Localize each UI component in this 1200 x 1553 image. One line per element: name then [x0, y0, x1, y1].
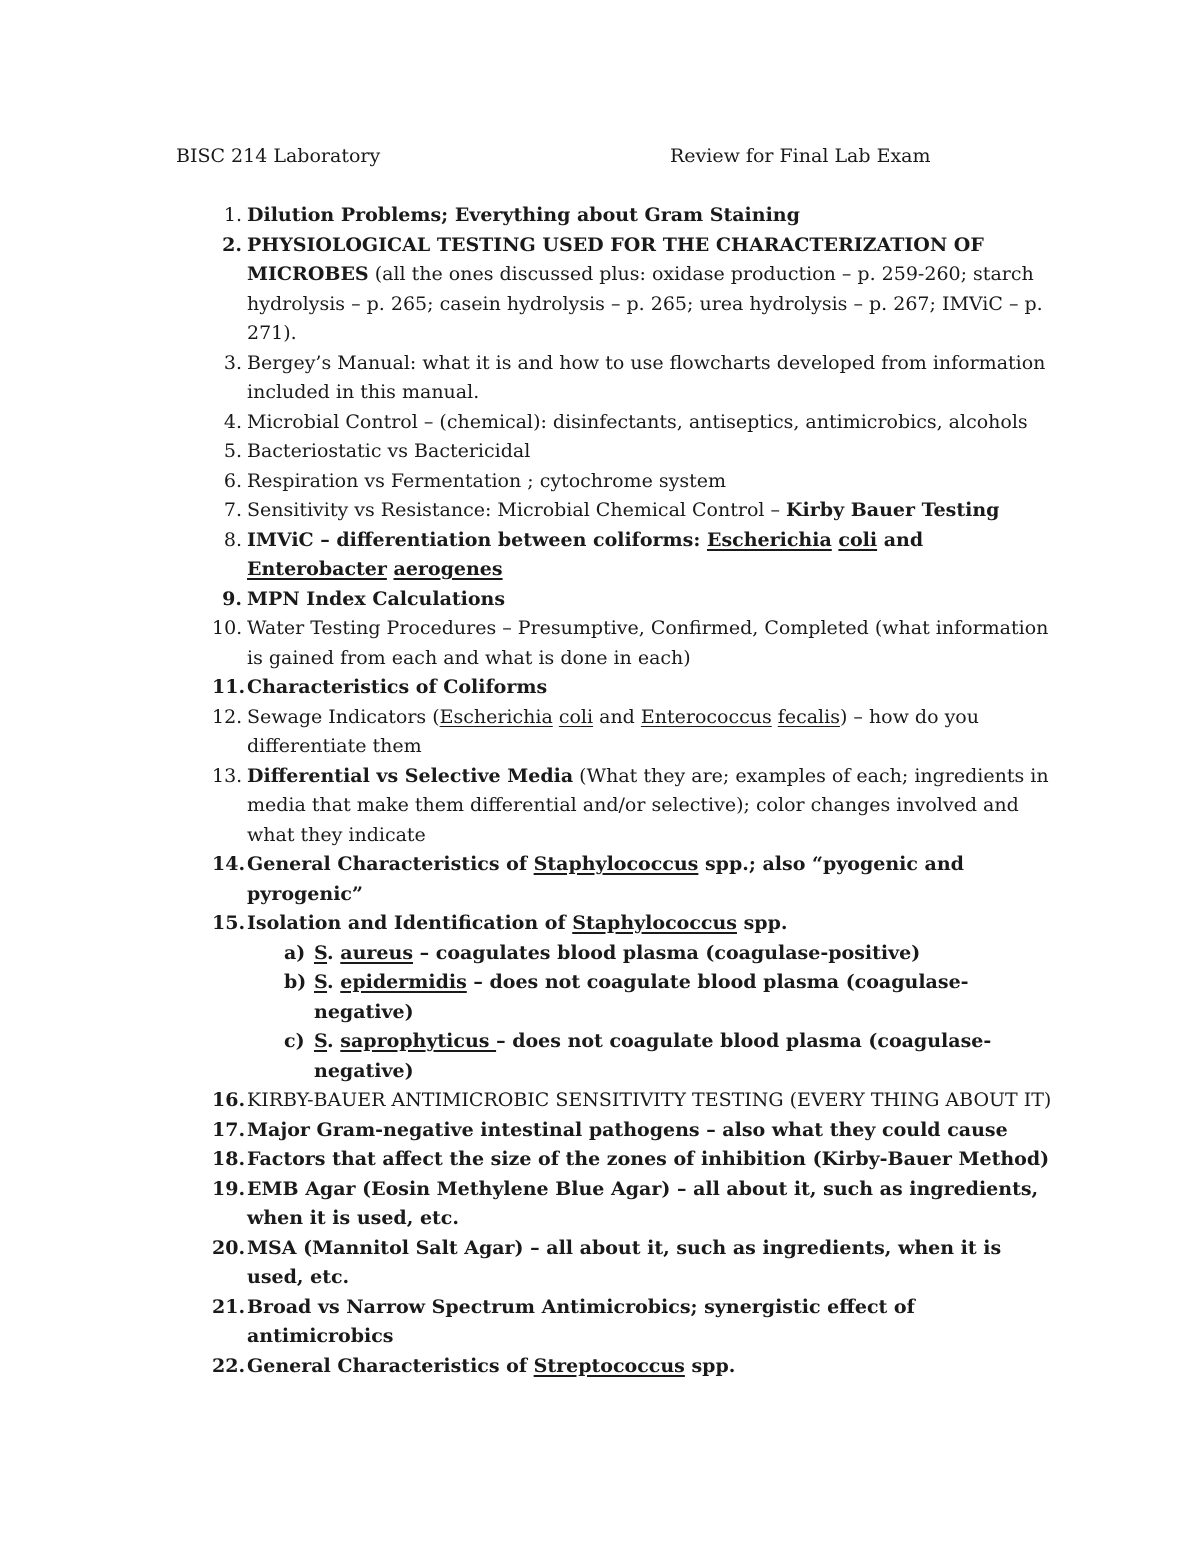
list-item: 20. MSA (Mannitol Salt Agar) – all about it, such as ingredients, when it is used, etc.: [176, 1234, 1056, 1293]
item-number: 12.: [212, 705, 243, 728]
item-number: 3.: [223, 351, 242, 374]
item-number: 15.: [212, 912, 246, 934]
list-item: 17. Major Gram-negative intestinal pathogens – also what they could cause: [176, 1116, 1056, 1146]
item-number: 13.: [212, 764, 243, 787]
list-item: 11. Characteristics of Coliforms: [176, 673, 1056, 703]
list-item: 12. Sewage Indicators (Escherichia coli and Enterococcus fecalis) – how do you differentiate them: [176, 703, 1056, 762]
list-item: 13. Differential vs Selective Media (What they are; examples of each; ingredients in media that make them differential and/or selective); color changes involved and what they indicate: [176, 762, 1056, 851]
sub-list-item: a) S. aureus – coagulates blood plasma (coagulase-positive): [176, 939, 1056, 969]
sub-item-letter: c): [284, 1030, 305, 1052]
list-item: 22. General Characteristics of Streptococcus spp.: [176, 1352, 1056, 1382]
item-number: 18.: [212, 1148, 246, 1170]
item-number: 11.: [212, 676, 246, 698]
list-item: 21. Broad vs Narrow Spectrum Antimicrobics; synergistic effect of antimicrobics: [176, 1293, 1056, 1352]
sub-item-letter: a): [284, 941, 306, 964]
item-number: 8.: [223, 528, 242, 551]
item-number: 21.: [212, 1295, 246, 1318]
list-item: 3. Bergey’s Manual: what it is and how to use flowcharts developed from information included in this manual.: [176, 349, 1056, 408]
item-number: 16.: [212, 1089, 246, 1111]
list-item: 18. Factors that affect the size of the zones of inhibition (Kirby-Bauer Method): [176, 1145, 1056, 1175]
list-item: 8. IMViC – differentiation between coliforms: Escherichia coli and Enterobacter aerogenes: [176, 526, 1056, 585]
sub-item-letter: b): [284, 971, 307, 993]
list-item: 10. Water Testing Procedures – Presumptive, Confirmed, Completed (what information is gained from each and what is done in each): [176, 614, 1056, 673]
item-number: 20.: [212, 1236, 246, 1259]
list-item: 15. Isolation and Identification of Staphylococcus spp.: [176, 909, 1056, 939]
page-header: [176, 145, 936, 173]
list-item: 16. KIRBY-BAUER ANTIMICROBIC SENSITIVITY TESTING (EVERY THING ABOUT IT): [176, 1086, 1056, 1116]
list-item: 5. Bacteriostatic vs Bactericidal: [176, 437, 1056, 467]
review-topic-list: [176, 201, 1056, 1381]
document-title: Review for Final Lab Exam: [670, 145, 931, 167]
list-item: 7. Sensitivity vs Resistance: Microbial Chemical Control – Kirby Bauer Testing: [176, 496, 1056, 526]
list-item: 9. MPN Index Calculations: [176, 585, 1056, 615]
item-number: 14.: [212, 853, 246, 875]
list-item: 14. General Characteristics of Staphylococcus spp.; also “pyogenic and pyrogenic”: [176, 850, 1056, 909]
list-item: 4. Microbial Control – (chemical): disinfectants, antiseptics, antimicrobics, alcohols: [176, 408, 1056, 438]
sub-list-item: b) S. epidermidis – does not coagulate blood plasma (coagulase-negative): [176, 968, 1056, 1027]
item-number: 5.: [223, 440, 242, 462]
list-item: 19. EMB Agar (Eosin Methylene Blue Agar) – all about it, such as ingredients, when it is used, etc.: [176, 1175, 1056, 1234]
item-number: 2.: [222, 233, 242, 256]
list-item: 6. Respiration vs Fermentation ; cytochrome system: [176, 467, 1056, 497]
item-number: 10.: [212, 617, 243, 639]
item-number: 4.: [223, 410, 242, 433]
list-item: 2. PHYSIOLOGICAL TESTING USED FOR THE CHARACTERIZATION OF MICROBES (all the ones discussed plus: oxidase production – p. 259-260; starch hydrolysis – p. 265; casein hydrolysis – p. 265; urea hydrolysis – p. 267; IMViC – p. 271).: [176, 231, 1056, 349]
list-item: 1. Dilution Problems; Everything about Gram Staining: [176, 201, 1056, 231]
item-number: 9.: [222, 587, 242, 610]
item-number: 22.: [212, 1354, 246, 1377]
item-number: 19.: [212, 1177, 246, 1200]
item-number: 1.: [223, 204, 242, 226]
sub-list-item: c) S. saprophyticus – does not coagulate blood plasma (coagulase-negative): [176, 1027, 1056, 1086]
item-number: 7.: [223, 499, 242, 521]
item-number: 6.: [223, 469, 242, 492]
item-number: 17.: [212, 1118, 246, 1141]
course-title: BISC 214 Laboratory: [176, 145, 381, 167]
